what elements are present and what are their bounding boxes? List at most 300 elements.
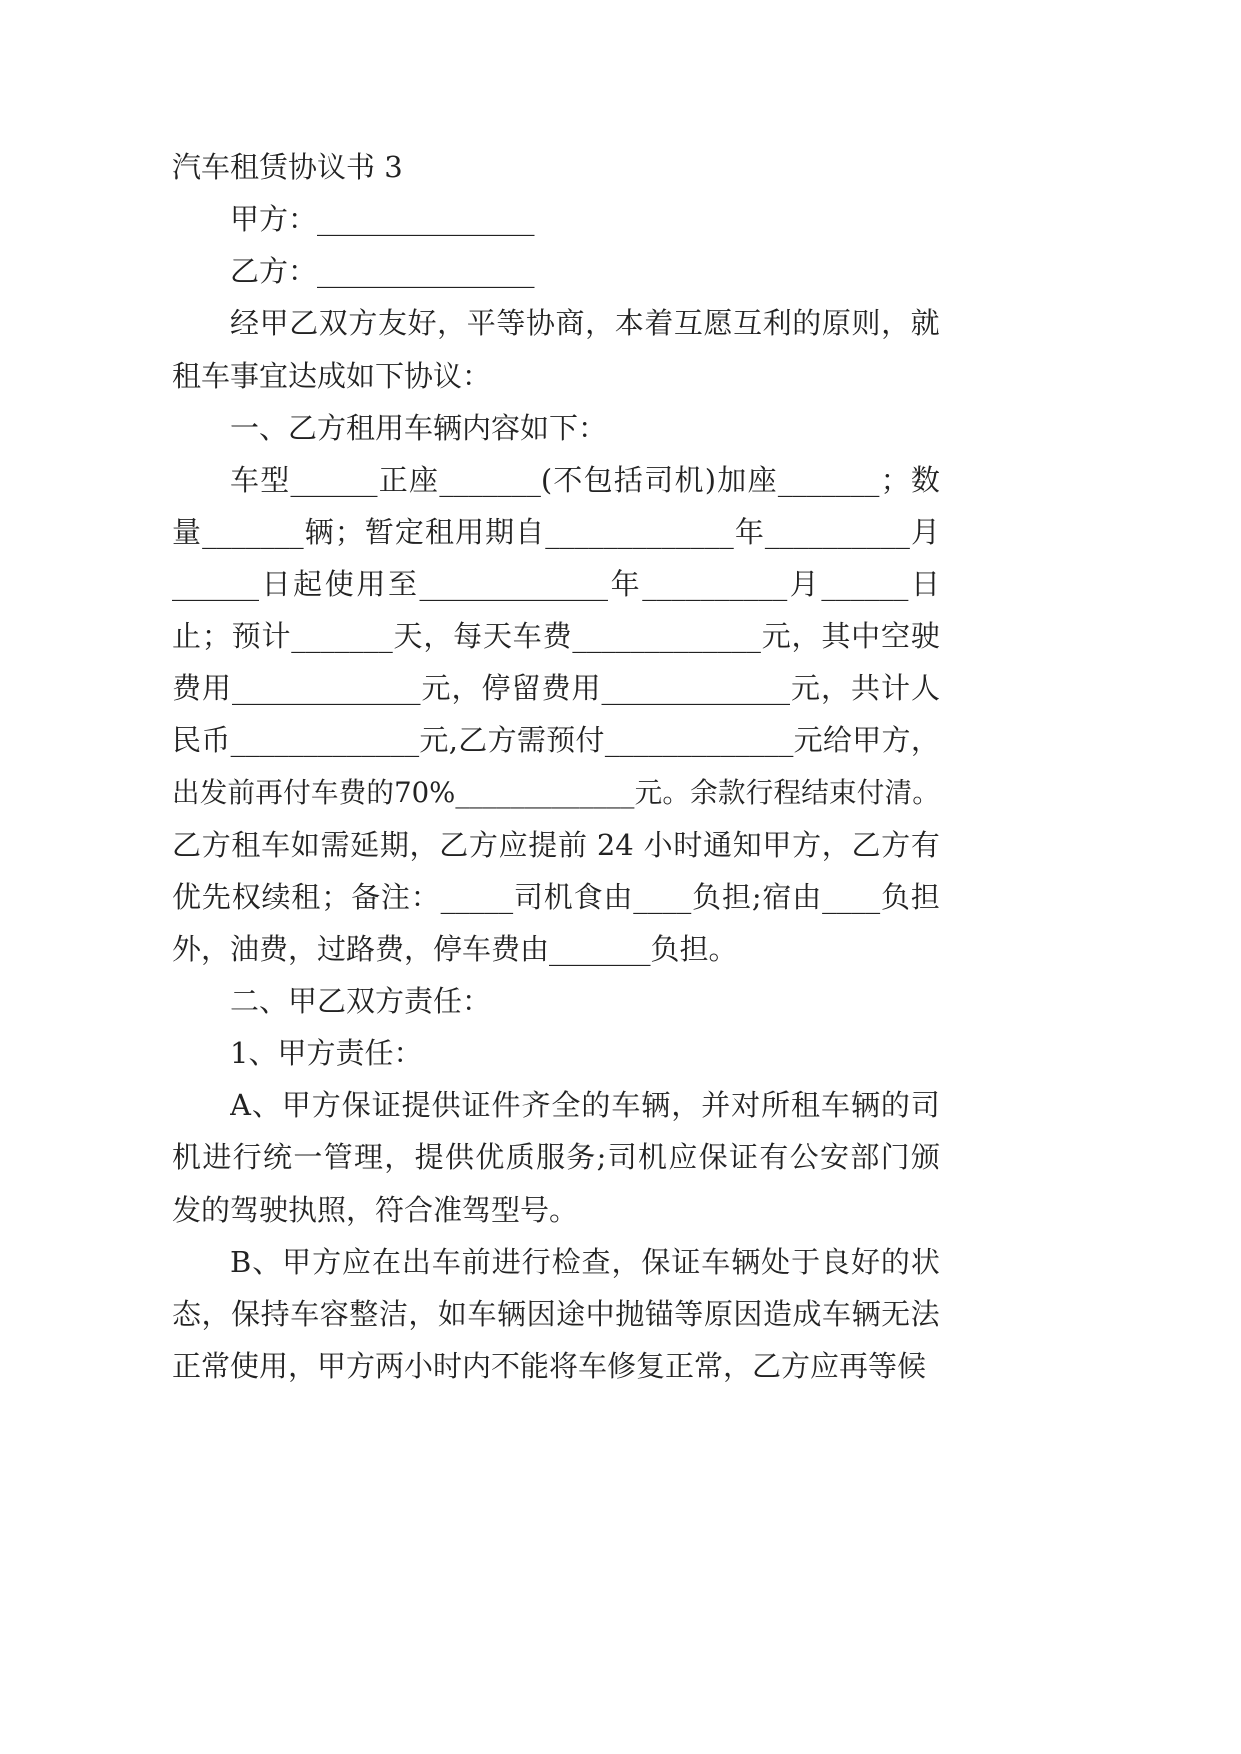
text-run: 证 [461,1088,491,1123]
text-run: 月 [789,567,819,601]
text-run: 至 [387,567,417,601]
text-run: 。 [912,776,940,809]
text-run: 24 [587,827,643,862]
text-run: 方 [487,723,517,758]
fill-in-blank: ____ [822,879,881,914]
text-run: 束 [828,776,857,809]
fill-in-blank: ____ [633,879,692,914]
subsection-party-a-responsibilities [172,1027,940,1079]
text-run: 方 [792,827,822,862]
paragraph-line: 甲方：_______________ [230,202,535,237]
fill-in-blank: _____________ [230,723,420,758]
paragraph-party-b [172,245,940,297]
text-run: 正 [378,462,408,497]
paragraph-line [230,454,940,506]
text-run: 预 [231,619,261,654]
text-run: 年 [610,567,640,601]
text-run: ； [334,514,364,549]
text-run: 机 [674,462,704,497]
text-run: 应 [498,827,528,862]
text-run: 日 [910,567,940,601]
text-run: 经 [230,306,260,341]
text-run: 止 [172,619,202,654]
text-run: 租 [231,827,261,862]
text-run: 费 [172,671,202,706]
fill-in-blank: _____________ [545,514,734,549]
text-run: 利 [762,306,792,341]
text-run: ， [409,827,439,862]
text-run: 保 [698,1140,728,1175]
paragraph-line: 发的驾驶执照，符合准驾型号。 [172,1192,579,1227]
text-run: 方 [881,723,911,758]
text-run: 的 [792,306,822,341]
text-run: 乙 [289,306,319,341]
text-run: 由 [603,879,633,914]
text-run: 应 [342,1244,372,1279]
text-run: 型 [260,462,290,497]
text-run: 前 [461,1244,491,1279]
text-run: 租 [791,1088,821,1123]
text-run: 时 [673,827,703,862]
text-run: 颁 [910,1140,940,1175]
text-run: 服 [535,1140,565,1175]
text-run: 发 [199,776,228,809]
fill-in-blank: ______ [290,462,378,497]
text-run: 司 [644,462,674,497]
text-run: 停 [481,671,511,706]
text-run: 原 [703,1296,733,1331]
text-run: 安 [819,1140,849,1175]
text-run: 续 [261,879,291,914]
text-run: 原 [821,306,851,341]
text-run: 成 [792,1296,822,1331]
text-run: 抛 [615,1296,645,1331]
text-run: 担 [721,879,751,914]
text-run: 车 [701,1244,731,1279]
text-run: ) [704,462,717,497]
text-run: 每 [453,619,483,654]
text-run: 元 [793,723,823,758]
text-run: 用 [202,671,232,706]
text-run: 洁 [378,1296,408,1331]
text-run: ， [671,1088,701,1123]
text-run: 则 [851,306,881,341]
text-run: 出 [401,1244,431,1279]
text-run: 暂 [364,514,394,549]
text-run: 自 [515,514,545,549]
text-run: 乙 [851,827,881,862]
text-run: 车 [611,1088,641,1123]
text-run: 并 [701,1088,731,1123]
text-run: 车 [821,1088,851,1123]
text-run: 商 [555,306,585,341]
text-run: 辆 [850,1088,880,1123]
text-run: 行 [521,1244,551,1279]
fill-in-blank: _______ [777,462,880,497]
fill-in-blank: _____ [440,879,514,914]
text-run: 天 [393,619,423,654]
text-run: 给 [822,723,852,758]
text-run: 不 [553,462,583,497]
text-run: 乙 [439,827,469,862]
text-run: 无 [881,1296,911,1331]
fill-in-blank: ______ [172,567,259,601]
text-run: 良 [821,1244,851,1279]
text-run: 全 [551,1088,581,1123]
text-run: 结 [801,776,829,809]
paragraph-line: 二、甲乙双方责任： [230,984,492,1018]
text-run: ， [611,1244,641,1279]
text-run: 公 [789,1140,819,1175]
text-run: 车 [290,1296,320,1331]
text-run: 进 [202,1140,232,1175]
text-run: 辆 [641,1088,671,1123]
paragraph-line: 乙方：_______________ [230,254,535,289]
text-run: 共 [850,671,880,706]
text-run: 车 [261,827,291,862]
text-run: 留 [511,671,541,706]
text-run: ， [201,1296,231,1331]
text-run: 检 [551,1244,581,1279]
paragraph-line [172,610,940,662]
text-run: 提 [528,827,558,862]
text-run: 因 [733,1296,763,1331]
text-run: 甲 [762,827,792,862]
text-run: 民 [172,723,202,758]
paragraph-line [172,767,940,819]
text-run: 计 [880,671,910,706]
text-run: 量 [172,514,202,549]
text-run: ， [585,306,615,341]
text-run: 定 [394,514,424,549]
paragraph-line [172,1288,940,1340]
text-run: 方 [468,827,498,862]
text-run: 供 [444,1140,474,1175]
text-run: 如 [437,1296,467,1331]
fill-in-blank: _____________ [419,567,609,601]
text-run: ， [408,1296,438,1331]
text-run: 方 [311,1088,341,1123]
text-run: 。 [662,776,690,809]
text-run: 于 [791,1244,821,1279]
text-run: 方 [312,1244,342,1279]
text-run: ， [820,671,850,706]
text-run: 出 [172,776,200,809]
text-run: 中 [851,619,881,654]
text-run: 方 [348,306,378,341]
text-run: B [230,1244,252,1279]
text-run: 费 [541,671,571,706]
text-run: 态 [172,1296,202,1331]
text-run: 数 [910,462,940,497]
text-run: 造 [762,1296,792,1331]
paragraph-line: 外，油费，过路费，停车费由_______负担。 [172,931,738,966]
paragraph-rental-terms [172,454,940,975]
text-run: ， [451,671,481,706]
text-run: 双 [318,306,348,341]
text-run: 友 [377,306,407,341]
text-run: 的 [880,1244,910,1279]
text-run: 期 [485,514,515,549]
text-run: 车 [310,776,339,809]
text-run: 月 [910,514,940,549]
text-run: 驶 [910,619,940,654]
paragraph-line [172,871,940,923]
text-run: 愿 [703,306,733,341]
text-run: 甲 [259,306,289,341]
text-run: 期 [379,827,409,862]
text-run: 括 [613,462,643,497]
text-run: 好 [850,1244,880,1279]
text-run: 统 [262,1140,292,1175]
text-run: 元 [419,723,449,758]
text-run: 前 [557,827,587,862]
paragraph-line [172,558,940,610]
paragraph-line: 租车事宜达成如下协议： [172,358,492,393]
text-run: 元 [421,671,451,706]
text-run: 其 [821,619,851,654]
text-run: 司 [607,1140,637,1175]
paragraph-line [172,819,940,871]
text-run: 再 [255,776,283,809]
paragraph-line [172,1131,940,1183]
text-run: 辆 [851,1296,881,1331]
text-run: 担 [910,879,940,914]
text-run: 辆 [497,1296,527,1331]
paragraph-line [230,297,940,349]
text-run: 付 [283,776,311,809]
text-run: 如 [290,827,320,862]
text-run: 乙 [458,723,488,758]
text-run: 本 [614,306,644,341]
paragraph-line: 1、甲方责任： [230,1036,423,1071]
text-run: 质 [505,1140,535,1175]
text-run: 供 [431,1088,461,1123]
text-run: 、 [252,1244,282,1279]
paragraph-preamble [172,297,940,401]
text-run: 负 [880,879,910,914]
text-run: 途 [556,1296,586,1331]
text-run: 对 [731,1088,761,1123]
text-run: 日 [261,567,291,601]
text-run: ； [201,619,231,654]
text-run: 延 [350,827,380,862]
text-run: 锚 [644,1296,674,1331]
text-run: 机 [543,879,573,914]
text-run: 有 [759,1140,789,1175]
text-run: 部 [850,1140,880,1175]
fill-in-blank: _____________ [604,723,794,758]
text-run: 元 [634,776,663,809]
text-run: 用 [455,514,485,549]
text-run: 甲 [282,1244,312,1279]
text-run: 币 [201,723,231,758]
text-run: 状 [910,1244,940,1279]
text-run: 保 [231,1296,261,1331]
text-run: 机 [638,1140,668,1175]
text-run: ， [423,619,453,654]
text-run: 司 [910,1088,940,1123]
text-run: 需 [320,827,350,862]
text-run: 提 [401,1088,431,1123]
text-run: 由 [792,879,822,914]
text-run: 食 [573,879,603,914]
text-run: 空 [880,619,910,654]
text-run: 法 [910,1296,940,1331]
text-run: 整 [349,1296,379,1331]
text-run: 优 [172,879,202,914]
paragraph-line [172,714,940,766]
text-run: 、 [251,1088,281,1123]
text-run: 甲 [852,723,882,758]
text-run: 预 [546,723,576,758]
fill-in-blank: __________ [764,514,910,549]
text-run: 好 [407,306,437,341]
text-run: 车 [512,619,542,654]
text-run: 元 [761,619,791,654]
text-run: A [230,1088,251,1123]
text-run: 的 [366,776,394,809]
text-run: 年 [734,514,764,549]
text-run: 持 [260,1296,290,1331]
fill-in-blank: _____________ [572,619,761,654]
text-run: 在 [371,1244,401,1279]
text-run: 人 [910,671,940,706]
document-body [172,141,940,1392]
text-run: 计 [261,619,291,654]
paragraph-line [172,506,940,558]
text-run: 所 [761,1088,791,1123]
text-run: 等 [496,306,526,341]
text-run: 优 [475,1140,505,1175]
text-run: 行 [745,776,774,809]
text-run: 座 [409,462,439,497]
text-run: 因 [526,1296,556,1331]
text-run: 知 [732,827,762,862]
text-run: 付 [856,776,885,809]
section-1-heading [172,402,940,454]
text-run: 证 [371,1088,401,1123]
text-run: 辆 [304,514,334,549]
text-run: 元 [790,671,820,706]
fill-in-blank: ______ [821,567,909,601]
text-run: 着 [644,306,674,341]
text-run: 行 [232,1140,262,1175]
text-run: 机 [172,1140,202,1175]
text-run: 证 [729,1140,759,1175]
clause-a [172,1079,940,1235]
text-run: 的 [880,1088,910,1123]
text-run: 注 [380,879,410,914]
text-run: 中 [585,1296,615,1331]
text-run: , [448,723,458,758]
text-run: 备 [351,879,381,914]
text-run: 前 [227,776,256,809]
text-run: 辆 [731,1244,761,1279]
text-run: 清 [884,776,913,809]
text-run: 务 [566,1140,596,1175]
text-run: 小 [643,827,673,862]
text-run: 查 [581,1244,611,1279]
text-run: 费 [338,776,367,809]
text-run: ； [321,879,351,914]
text-run: 车 [230,462,260,497]
text-run: ， [821,827,851,862]
text-run: 起 [293,567,323,601]
document-title: 汽车租赁协议书 3 [172,150,403,184]
paragraph-party-a [172,193,940,245]
text-run: 有 [910,827,940,862]
fill-in-blank: _____________ [232,671,421,706]
text-run: 用 [356,567,386,601]
text-run: 车 [467,1296,497,1331]
text-run: _______( [439,462,553,497]
text-run: 司 [513,879,543,914]
text-run: 互 [733,306,763,341]
clause-b [172,1236,940,1392]
text-run: 应 [668,1140,698,1175]
text-run: 保 [641,1244,671,1279]
fill-in-blank: _______ [202,514,304,549]
text-run: 甲 [281,1088,311,1123]
text-run: 协 [525,306,555,341]
text-run: 互 [673,306,703,341]
text-run: 需 [516,723,546,758]
paragraph-line: 正常使用，甲方两小时内不能将车修复正常，乙方应再等候 [172,1348,927,1383]
paragraph-line: 一、乙方租用车辆内容如下： [230,410,608,445]
text-run: 租 [424,514,454,549]
text-run: 等 [674,1296,704,1331]
text-run: 70%_____________ [394,776,635,809]
text-run: 进 [491,1244,521,1279]
text-run: 门 [880,1140,910,1175]
text-run: 宿 [762,879,792,914]
text-run: ; [596,1140,607,1175]
section-2-heading [172,975,940,1027]
text-run: 乙 [172,827,202,862]
text-run: 处 [761,1244,791,1279]
text-run: 天 [482,619,512,654]
text-run: 管 [323,1140,353,1175]
text-run: 提 [414,1140,444,1175]
text-run: ; [751,879,762,914]
text-run: 方 [201,827,231,862]
paragraph-line [230,1079,940,1131]
text-run: 通 [703,827,733,862]
text-run: 理 [353,1140,383,1175]
text-run: 负 [692,879,722,914]
text-run: 余 [690,776,718,809]
text-run: 件 [491,1088,521,1123]
text-run: 齐 [521,1088,551,1123]
text-run: 方 [881,827,911,862]
text-run: 一 [293,1140,323,1175]
text-run: 的 [581,1088,611,1123]
text-run: 程 [773,776,802,809]
text-run: ， [791,619,821,654]
fill-in-blank: _____________ [601,671,790,706]
text-run: 证 [671,1244,701,1279]
paragraph-line [172,662,940,714]
text-run: 用 [571,671,601,706]
text-run: 租 [291,879,321,914]
fill-in-blank: __________ [642,567,788,601]
text-run: 保 [341,1088,371,1123]
text-run: ， [384,1140,414,1175]
text-run: 权 [231,879,261,914]
text-run: 费 [542,619,572,654]
text-run: 座 [747,462,777,497]
